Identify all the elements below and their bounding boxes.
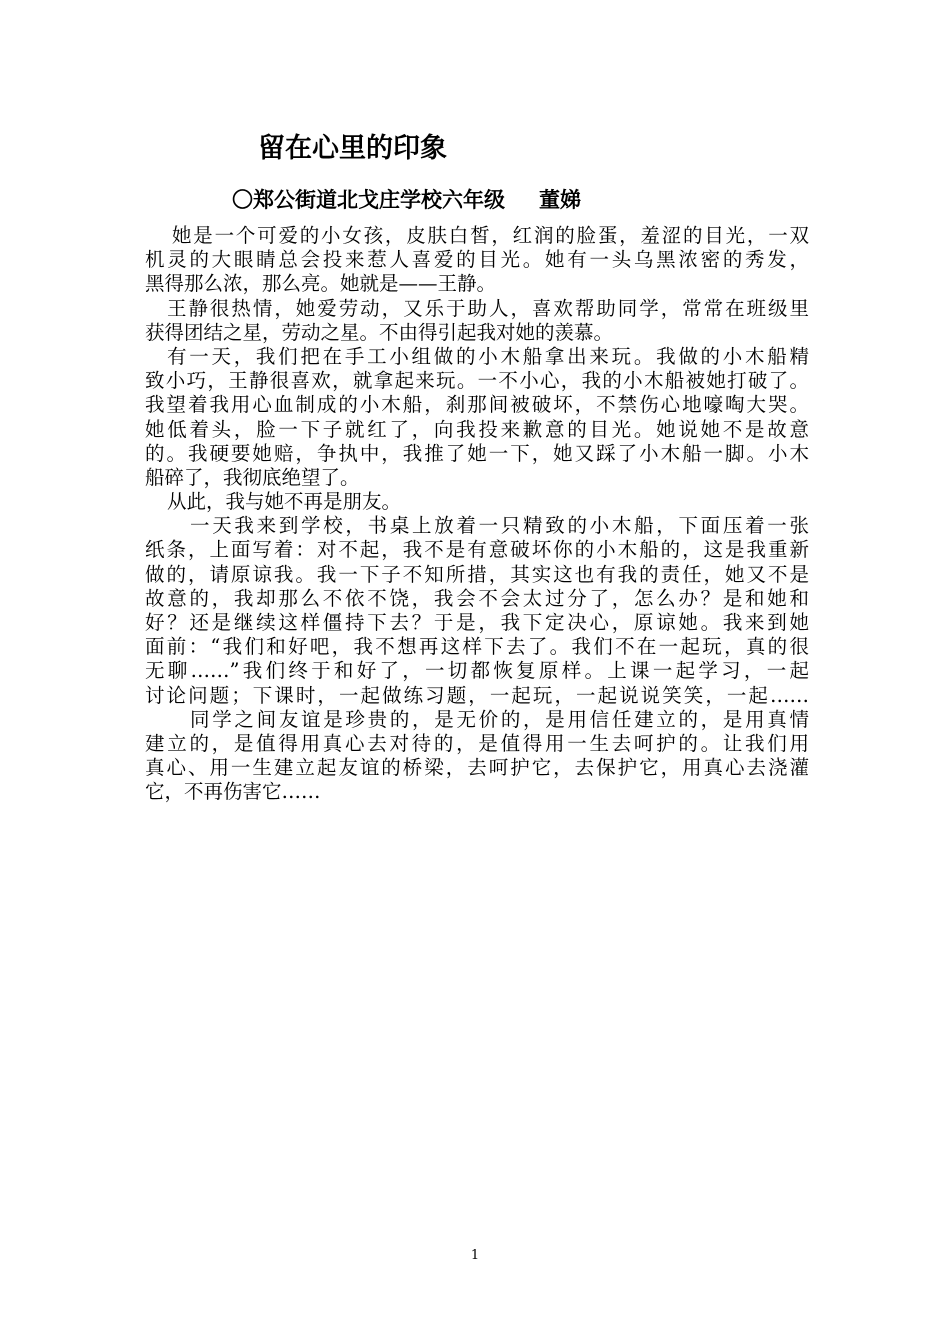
text-line: 船碎了，我彻底绝望了。	[145, 465, 360, 489]
text-line: 建立的，是值得用真心去对待的，是值得用一生去呵护的。让我们用	[145, 731, 809, 755]
text-line: 黑得那么浓，那么亮。她就是——王静。	[145, 272, 497, 296]
text-line: 真心、用一生建立起友谊的桥梁，去呵护它，去保护它，用真心去浇灌	[145, 756, 809, 780]
text-line: 从此，我与她不再是朋友。	[167, 490, 402, 514]
page-number: 1	[470, 1248, 480, 1263]
text-line: 面前：“我们和好吧，我不想再这样下去了。我们不在一起玩，真的很	[145, 635, 809, 659]
text-line: 无聊……”我们终于和好了，一切都恢复原样。上课一起学习，一起	[145, 659, 809, 683]
text-line: 的。我硬要她赔，争执中，我推了她一下，她又踩了小木船一脚。小木	[145, 441, 809, 465]
essay-body	[145, 224, 809, 805]
text-line: 她低着头，脸一下子就红了，向我投来歉意的目光。她说她不是故意	[145, 417, 809, 441]
text-line: 有一天，我们把在手工小组做的小木船拿出来玩。我做的小木船精	[167, 344, 809, 368]
byline	[232, 185, 581, 215]
text-line: 故意的，我却那么不依不饶，我会不会太过分了，怎么办？是和她和	[145, 586, 809, 610]
text-line: 获得团结之星，劳动之星。不由得引起我对她的羡慕。	[145, 320, 614, 344]
text-line: 王静很热情，她爱劳动，又乐于助人，喜欢帮助同学，常常在班级里	[167, 296, 809, 320]
text-line: 她是一个可爱的小女孩，皮肤白皙，红润的脸蛋，羞涩的目光，一双	[172, 224, 809, 247]
text-line: 做的，请原谅我。我一下子不知所措，其实这也有我的责任，她又不是	[145, 562, 809, 586]
text-line: 讨论问题；下课时，一起做练习题，一起玩，一起说说笑笑，一起……	[145, 683, 809, 707]
text-line: 机灵的大眼睛总会投来惹人喜爱的目光。她有一头乌黑浓密的秀发，	[145, 248, 809, 272]
text-line: 同学之间友谊是珍贵的，是无价的，是用信任建立的，是用真情	[190, 707, 809, 731]
text-line: 致小巧，王静很喜欢，就拿起来玩。一不小心，我的小木船被她打破了。	[145, 369, 809, 393]
text-line: 它，不再伤害它……	[145, 780, 321, 804]
text-line: 一天我来到学校，书桌上放着一只精致的小木船，下面压着一张	[190, 514, 809, 538]
text-line: 纸条，上面写着：对不起，我不是有意破坏你的小木船的，这是我重新	[145, 538, 809, 562]
text-line: 好？还是继续这样僵持下去？于是，我下定决心，原谅她。我来到她	[145, 611, 809, 634]
text-line: 我望着我用心血制成的小木船，刹那间被破坏，不禁伤心地嚎啕大哭。	[145, 393, 809, 417]
byline-school: 〇郑公街道北戈庄学校六年级	[232, 188, 505, 212]
document-title: 留在心里的印象	[258, 133, 447, 164]
byline-author: 董娣	[539, 188, 581, 212]
